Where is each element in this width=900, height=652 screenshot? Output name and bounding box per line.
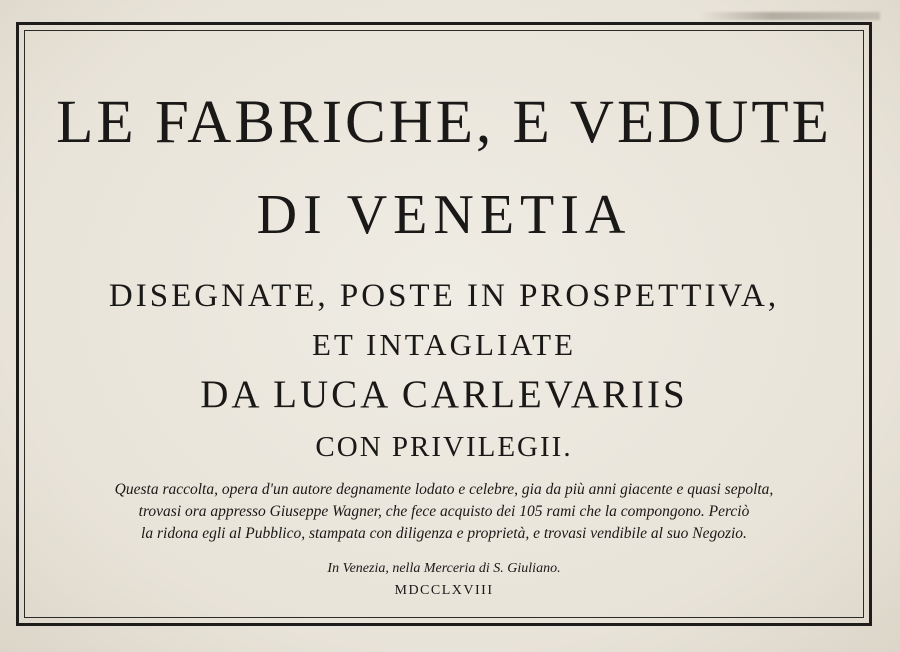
privilege-line: CON PRIVILEGII. [315, 431, 573, 463]
subtitle-line-2: ET INTAGLIATE [311, 327, 577, 362]
author-line: DA LUCA CARLEVARIIS [200, 373, 688, 416]
title-line-2: DI VENETIA [256, 184, 632, 246]
description-line-2: trovasi ora appresso Giuseppe Wagner, che fece acquisto dei 105 rami che la compongono. Perciò [138, 503, 750, 520]
description-line-1: Questa raccolta, opera d'un autore degnamente lodato e celebre, gia da più anni giacente e quasi sepolta, [114, 481, 774, 498]
imprint-line: In Venezia, nella Merceria di S. Giuliano. [327, 561, 561, 576]
publication-date: MDCCLXVIII [394, 583, 494, 598]
subtitle-line-1: DISEGNATE, POSTE IN PROSPETTIVA, [108, 278, 780, 314]
paper-stain [700, 12, 880, 20]
description-line-3: la ridona egli al Pubblico, stampata con diligenza e proprietà, e trovasi vendibile al suo Negozio. [141, 525, 747, 542]
title-line-1: LE FABRICHE, E VEDUTE [56, 89, 832, 156]
